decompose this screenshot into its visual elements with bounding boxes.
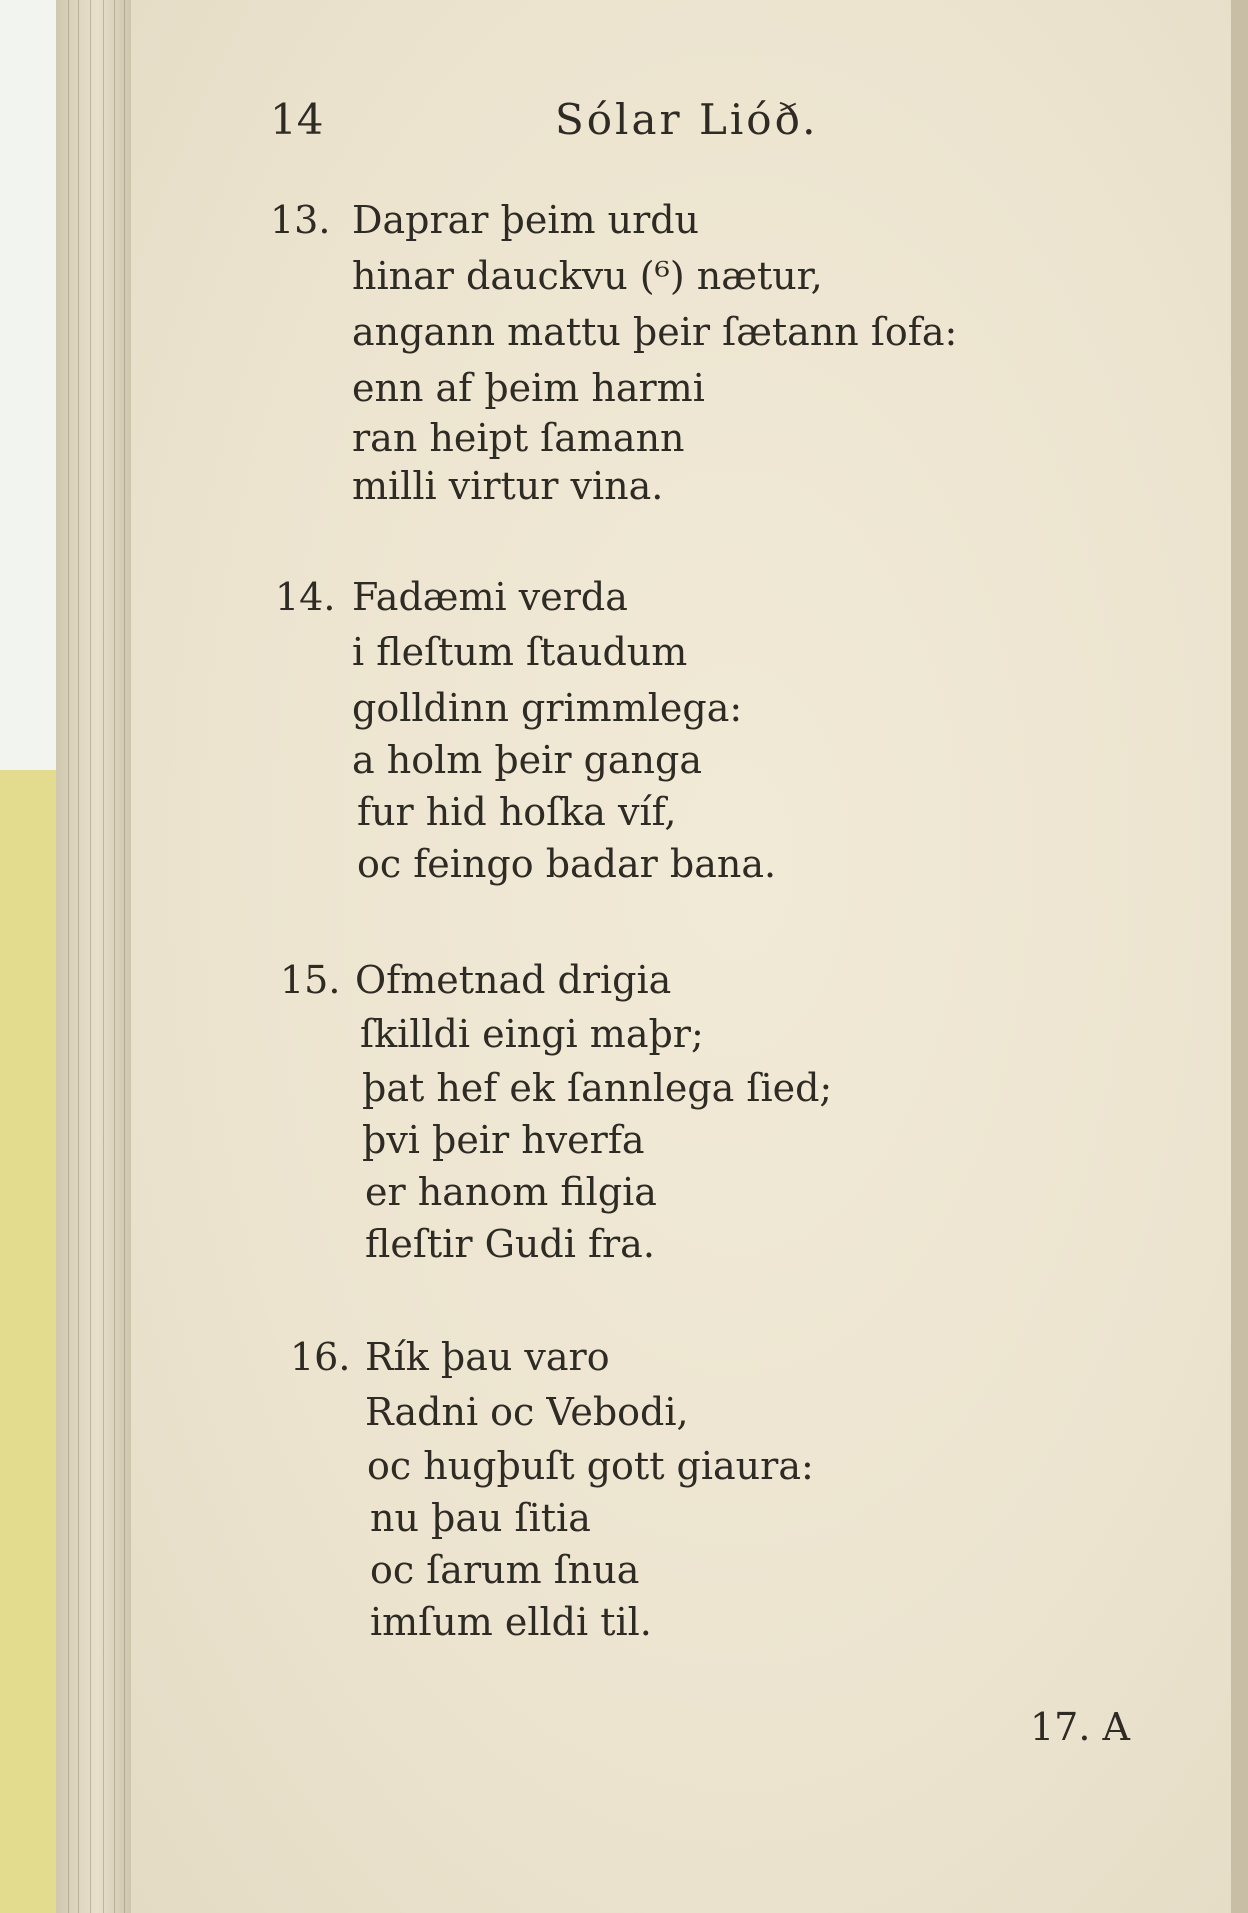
running-title: Sólar Lióð. xyxy=(555,95,819,144)
verse-line: þvi þeir hverfa xyxy=(362,1118,645,1162)
verse-line: nu þau ſitia xyxy=(370,1496,591,1540)
verse-line: þat hef ek ſannlega ſied; xyxy=(362,1066,833,1110)
book-gutter xyxy=(56,0,131,1913)
scanner-background-white xyxy=(0,0,56,770)
verse-line: ran heipt ſamann xyxy=(352,416,685,460)
verse-line: Radni oc Vebodi, xyxy=(365,1390,689,1434)
stanza-number: 14. xyxy=(275,575,336,619)
verse-line: Fadæmi verda xyxy=(352,575,628,619)
verse-line: er hanom filgia xyxy=(365,1170,657,1214)
page-header xyxy=(270,95,830,165)
stanza-number: 16. xyxy=(290,1335,351,1379)
page-number: 14 xyxy=(270,95,324,144)
verse-line: a holm þeir ganga xyxy=(352,738,702,782)
stanza-number: 13. xyxy=(270,198,331,242)
catchword: 17. A xyxy=(1030,1705,1130,1749)
verse-line: golldinn grimmlega: xyxy=(352,686,743,730)
verse-line: oc hugþuſt gott giaura: xyxy=(367,1444,814,1488)
verse-line: Daprar þeim urdu xyxy=(352,198,700,242)
verse-line: hinar dauckvu (⁶) nætur, xyxy=(352,254,823,298)
verse-line: Ofmetnad drigia xyxy=(355,958,672,1002)
scanner-background-yellow xyxy=(0,770,56,1913)
verse-line: ſkilldi eingi maþr; xyxy=(360,1012,704,1056)
verse-line: Rík þau varo xyxy=(365,1335,610,1379)
page-right-edge xyxy=(1231,0,1248,1913)
verse-line: milli virtur vina. xyxy=(352,464,664,508)
verse-line: enn af þeim harmi xyxy=(352,366,705,410)
verse-line: fur hid hoſka víf, xyxy=(357,790,677,834)
verse-line: angann mattu þeir ſætann ſofa: xyxy=(352,310,958,354)
verse-line: i fleſtum ſtaudum xyxy=(352,630,688,674)
verse-line: imſum elldi til. xyxy=(370,1600,652,1644)
verse-line: fleſtir Gudi fra. xyxy=(365,1222,655,1266)
verse-line: oc ſarum ſnua xyxy=(370,1548,640,1592)
verse-line: oc feingo badar bana. xyxy=(357,842,777,886)
stanza-number: 15. xyxy=(280,958,341,1002)
